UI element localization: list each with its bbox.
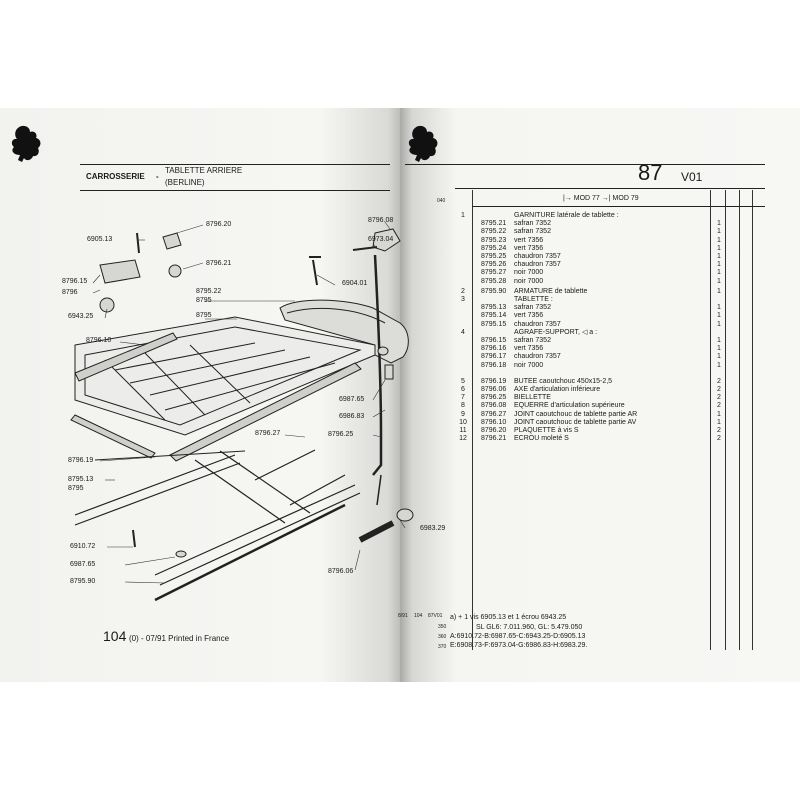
row-qty: 1	[717, 418, 721, 426]
row-des: noir 7000	[514, 269, 544, 277]
section-subtitle: (BERLINE)	[165, 178, 205, 187]
row-qty: 2	[717, 386, 721, 393]
model-range: |→ MOD 77 →| MOD 79	[563, 195, 639, 202]
callout-6986-83: 6986.83	[339, 413, 365, 420]
row-des: chaudron 7357	[514, 253, 561, 260]
row-des: JOINT caoutchouc de tablette partie AV	[514, 418, 637, 426]
row-ref: 8796.18	[481, 361, 507, 369]
callout-6987-65-a: 6987.65	[339, 396, 365, 403]
wing-nut	[163, 233, 181, 249]
row-des: AGRAFE-SUPPORT, ◁ a :	[514, 328, 598, 336]
row-ref: 8795.15	[481, 320, 507, 328]
row-ref: 8795.21	[481, 220, 507, 228]
side-code-ref: 87V01	[428, 613, 443, 619]
row-qty: 1	[717, 277, 721, 285]
row-pos: 3	[461, 296, 465, 303]
row-pos: 6	[461, 386, 465, 393]
row-ref: 8795.27	[481, 269, 507, 277]
row-ref: 8796.06	[481, 386, 507, 393]
clip-plate	[100, 260, 140, 283]
row-des: BIELLETTE	[514, 394, 551, 402]
row-qty: 1	[717, 312, 721, 320]
row-ref: 8795.24	[481, 244, 507, 252]
callout-8796-08: 8796.08	[368, 217, 394, 224]
row-des: vert 7356	[514, 312, 544, 320]
callout-8795-22: 8795.22	[196, 288, 222, 295]
row-des: GARNITURE latérale de tablette :	[514, 212, 619, 219]
row-qty: 1	[717, 361, 721, 369]
row-qty: 1	[717, 353, 721, 361]
row-pos: 4	[461, 328, 465, 336]
small-code: 040	[437, 198, 446, 204]
bushing	[397, 509, 413, 521]
callout-8795-13: 8795.13	[68, 476, 94, 483]
callout-8795-b: 8795	[196, 312, 212, 319]
row-qty: 1	[717, 304, 721, 312]
callout-6987-65-b: 6987.65	[70, 561, 96, 568]
row-pos: 9	[461, 410, 465, 418]
row-pos: 2	[461, 287, 465, 295]
row-qty: 1	[717, 236, 721, 244]
knurled-nut	[169, 265, 181, 277]
side-code-360: 360	[438, 634, 447, 640]
category-label: CARROSSERIE	[86, 172, 145, 181]
row-des: chaudron 7357	[514, 320, 561, 328]
row-ref: 8796.19	[481, 377, 507, 385]
row-des: safran 7352	[514, 220, 551, 228]
row-ref: 8796.08	[481, 402, 507, 410]
right-page-number: 87	[638, 160, 663, 185]
row-ref: 8795.14	[481, 312, 507, 320]
row-des: safran 7352	[514, 228, 551, 236]
row-pos: 8	[461, 402, 465, 410]
row-ref: 8796.16	[481, 345, 507, 353]
section-title: TABLETTE ARRIERE	[165, 166, 243, 175]
row-ref: 8796.17	[481, 353, 507, 361]
row-ref: 8795.23	[481, 236, 507, 244]
row-ref: 8795.28	[481, 277, 507, 285]
callout-8796-27: 8796.27	[255, 430, 281, 437]
row-qty: 1	[717, 261, 721, 269]
callout-6905-13: 6905.13	[87, 236, 113, 243]
row-qty: 1	[717, 253, 721, 260]
row-des: ECROU moleté S	[514, 435, 569, 443]
callout-8796-06: 8796.06	[328, 568, 354, 575]
row-qty: 1	[717, 345, 721, 353]
row-ref: 8796.20	[481, 427, 507, 434]
row-pos: 1	[461, 212, 465, 219]
row-des: EQUERRE d'articulation supérieure	[514, 402, 625, 410]
callout-8796-15: 8796.15	[62, 278, 88, 285]
note-line-1: a) + 1 vis 6905.13 et 1 écrou 6943.25	[450, 614, 567, 621]
parts-table	[455, 190, 765, 650]
callout-8796-10: 8796.10	[86, 337, 112, 344]
peugeot-lion-logo-right	[405, 124, 441, 164]
note-line-3: A:6910.72-B:6987.65-C:6943.25-D:6905.13	[450, 633, 586, 640]
row-qty: 2	[717, 435, 721, 443]
callout-8796-25: 8796.25	[328, 431, 354, 438]
row-des: vert 7356	[514, 345, 544, 353]
callout-8795-c: 8795	[68, 485, 84, 492]
row-qty: 1	[717, 228, 721, 236]
row-qty: 2	[717, 394, 721, 402]
callout-8796: 8796	[62, 289, 78, 296]
row-pos: 5	[461, 377, 465, 385]
callout-8796-21: 8796.21	[206, 260, 232, 267]
row-pos: 10	[459, 418, 467, 426]
row-ref: 8795.22	[481, 228, 507, 236]
row-ref: 8795.26	[481, 261, 507, 269]
left-page-number: 104	[103, 628, 127, 644]
callout-6904-01: 6904.01	[342, 280, 368, 287]
row-des: safran 7352	[514, 337, 551, 344]
row-qty: 2	[717, 402, 721, 410]
row-qty: 1	[717, 410, 721, 418]
callout-6943-25: 6943.25	[68, 313, 94, 320]
row-qty: 1	[717, 269, 721, 277]
row-qty: 1	[717, 337, 721, 344]
row-des: AXE d'articulation inférieure	[514, 386, 601, 393]
row-ref: 8795.25	[481, 253, 507, 260]
side-code-370: 370	[438, 644, 447, 650]
row-ref: 8795.90	[481, 287, 507, 295]
peugeot-lion-logo-left	[8, 124, 44, 164]
row-des: noir 7000	[514, 277, 544, 285]
lower-axle	[360, 523, 393, 540]
callout-8795-a: 8795	[196, 297, 212, 304]
callout-8796-20: 8796.20	[206, 221, 232, 228]
exploded-diagram	[55, 205, 415, 615]
side-code-350: 350	[438, 624, 447, 630]
row-des: BUTEE caoutchouc 450x15-2,5	[514, 377, 613, 385]
row-des: ARMATURE de tablette	[514, 287, 588, 295]
note-line-4: E:6908.73-F:6973.04-G:6986.83-H:6983.29.	[450, 642, 588, 649]
row-des: chaudron 7357	[514, 261, 561, 269]
row-qty: 2	[717, 377, 721, 385]
row-des: chaudron 7357	[514, 353, 561, 361]
callout-6910-72: 6910.72	[70, 543, 96, 550]
header-rule-right	[405, 164, 765, 165]
row-qty: 1	[717, 320, 721, 328]
category-rule	[80, 190, 390, 191]
row-des: PLAQUETTE à vis S	[514, 427, 579, 434]
right-title-rule	[455, 188, 765, 189]
callout-8795-90: 8795.90	[70, 578, 96, 585]
callout-6973-04: 6973.04	[368, 236, 394, 243]
row-ref: 8796.21	[481, 435, 507, 443]
row-des: vert 7356	[514, 244, 544, 252]
link-rod	[373, 255, 381, 475]
row-des: noir 7000	[514, 361, 544, 369]
category-dash: -	[156, 172, 159, 181]
row-qty: 1	[717, 220, 721, 228]
row-pos: 11	[459, 427, 467, 434]
note-line-2: SL GL6: 7.011.960, GL: 5.479.050	[476, 624, 583, 631]
row-des: safran 7352	[514, 304, 551, 312]
row-des: JOINT caoutchouc de tablette partie AR	[514, 410, 638, 418]
row-pos: 12	[459, 435, 467, 443]
row-ref: 8795.13	[481, 304, 507, 312]
row-pos: 7	[461, 394, 465, 402]
row-des: vert 7356	[514, 236, 544, 244]
row-ref: 8796.10	[481, 418, 507, 426]
side-code-page: 104	[414, 613, 423, 619]
side-code-date: 8/91	[398, 613, 408, 619]
right-page-version: V01	[681, 170, 703, 184]
callout-6983-29: 6983.29	[420, 525, 446, 532]
left-page-print-info: (0) - 07/91 Printed in France	[129, 634, 230, 643]
row-des: TABLETTE :	[514, 296, 553, 303]
row-ref: 8796.27	[481, 410, 507, 418]
row-qty: 1	[717, 244, 721, 252]
header-rule-left	[80, 164, 390, 165]
row-ref: 8796.15	[481, 337, 507, 344]
row-qty: 2	[717, 427, 721, 434]
row-qty: 1	[717, 287, 721, 295]
callout-8796-19: 8796.19	[68, 457, 94, 464]
row-ref: 8796.25	[481, 394, 507, 402]
